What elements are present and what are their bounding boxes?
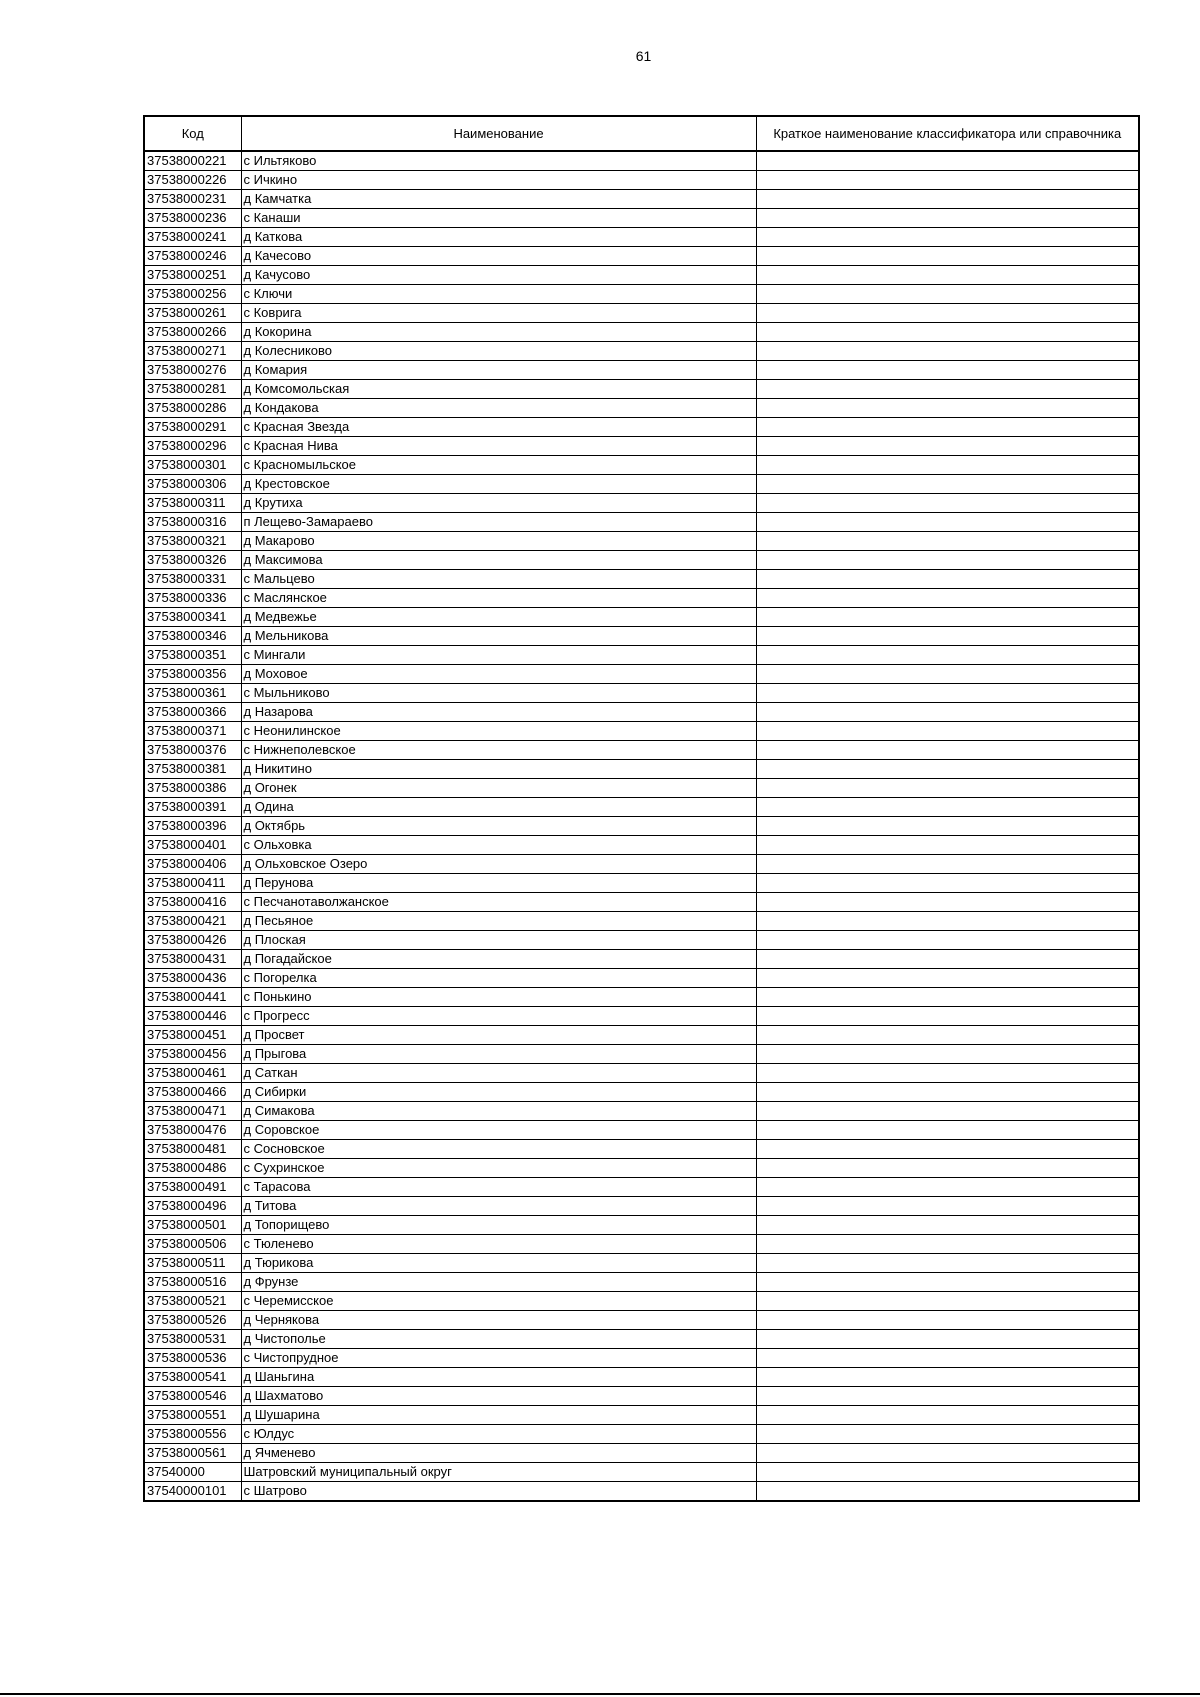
code-cell: 37538000526	[144, 1311, 241, 1330]
short-name-cell	[756, 190, 1139, 209]
code-cell: 37538000316	[144, 513, 241, 532]
name-cell: д Симакова	[241, 1102, 756, 1121]
name-cell: с Канаши	[241, 209, 756, 228]
name-cell: с Мыльниково	[241, 684, 756, 703]
table-row	[144, 646, 1139, 665]
name-cell: д Одина	[241, 798, 756, 817]
code-cell: 37538000466	[144, 1083, 241, 1102]
table-row	[144, 551, 1139, 570]
name-cell: с Сухринское	[241, 1159, 756, 1178]
short-name-cell	[756, 684, 1139, 703]
table-row	[144, 817, 1139, 836]
short-name-cell	[756, 171, 1139, 190]
table-row	[144, 304, 1139, 323]
code-cell: 37540000101	[144, 1482, 241, 1502]
table-row	[144, 1216, 1139, 1235]
code-cell: 37538000431	[144, 950, 241, 969]
short-name-cell	[756, 151, 1139, 171]
short-name-cell	[756, 1254, 1139, 1273]
table-row	[144, 1482, 1139, 1502]
short-name-cell	[756, 304, 1139, 323]
short-name-cell	[756, 418, 1139, 437]
code-cell: 37538000411	[144, 874, 241, 893]
name-cell: д Моховое	[241, 665, 756, 684]
page-number: 61	[635, 48, 652, 64]
table-row	[144, 1178, 1139, 1197]
code-cell: 37538000376	[144, 741, 241, 760]
table-row	[144, 1102, 1139, 1121]
table-row	[144, 969, 1139, 988]
code-cell: 37538000486	[144, 1159, 241, 1178]
table-row	[144, 1330, 1139, 1349]
short-name-cell	[756, 1159, 1139, 1178]
table-row	[144, 741, 1139, 760]
short-name-cell	[756, 1387, 1139, 1406]
name-cell: с Красная Нива	[241, 437, 756, 456]
code-cell: 37538000306	[144, 475, 241, 494]
table-row	[144, 893, 1139, 912]
code-cell: 37538000281	[144, 380, 241, 399]
short-name-cell	[756, 494, 1139, 513]
name-cell: д Просвет	[241, 1026, 756, 1045]
short-name-cell	[756, 779, 1139, 798]
table-row	[144, 285, 1139, 304]
code-cell: 37538000371	[144, 722, 241, 741]
code-cell: 37538000261	[144, 304, 241, 323]
code-cell: 37538000346	[144, 627, 241, 646]
name-cell: д Крутиха	[241, 494, 756, 513]
short-name-cell	[756, 380, 1139, 399]
name-cell: с Маслянское	[241, 589, 756, 608]
name-cell: д Макарово	[241, 532, 756, 551]
short-name-cell	[756, 1102, 1139, 1121]
table-row	[144, 912, 1139, 931]
name-cell: с Понькино	[241, 988, 756, 1007]
code-cell: 37540000	[144, 1463, 241, 1482]
name-cell: д Песьяное	[241, 912, 756, 931]
table-body	[144, 151, 1139, 1501]
code-cell: 37538000516	[144, 1273, 241, 1292]
name-cell: д Максимова	[241, 551, 756, 570]
table-row	[144, 1311, 1139, 1330]
name-cell: с Неонилинское	[241, 722, 756, 741]
short-name-cell	[756, 741, 1139, 760]
code-cell: 37538000251	[144, 266, 241, 285]
short-name-cell	[756, 912, 1139, 931]
name-cell: с Мингали	[241, 646, 756, 665]
code-cell: 37538000271	[144, 342, 241, 361]
code-cell: 37538000481	[144, 1140, 241, 1159]
table-row	[144, 380, 1139, 399]
short-name-cell	[756, 836, 1139, 855]
table-row	[144, 1159, 1139, 1178]
table-row	[144, 171, 1139, 190]
code-cell: 37538000531	[144, 1330, 241, 1349]
short-name-cell	[756, 988, 1139, 1007]
table-row	[144, 1045, 1139, 1064]
code-cell: 37538000401	[144, 836, 241, 855]
table-row	[144, 190, 1139, 209]
name-cell: с Ключи	[241, 285, 756, 304]
short-name-cell	[756, 1197, 1139, 1216]
code-cell: 37538000551	[144, 1406, 241, 1425]
code-cell: 37538000456	[144, 1045, 241, 1064]
table-row	[144, 1425, 1139, 1444]
code-cell: 37538000406	[144, 855, 241, 874]
name-cell: д Ячменево	[241, 1444, 756, 1463]
name-cell: с Песчанотаволжанское	[241, 893, 756, 912]
name-cell: д Огонек	[241, 779, 756, 798]
name-cell: с Сосновское	[241, 1140, 756, 1159]
short-name-cell	[756, 646, 1139, 665]
table-row	[144, 722, 1139, 741]
short-name-cell	[756, 361, 1139, 380]
code-cell: 37538000521	[144, 1292, 241, 1311]
short-name-cell	[756, 1064, 1139, 1083]
short-name-cell	[756, 1368, 1139, 1387]
table-row	[144, 418, 1139, 437]
name-cell: с Красная Звезда	[241, 418, 756, 437]
code-cell: 37538000256	[144, 285, 241, 304]
table-row	[144, 361, 1139, 380]
name-cell: д Комария	[241, 361, 756, 380]
short-name-cell	[756, 1273, 1139, 1292]
code-cell: 37538000536	[144, 1349, 241, 1368]
short-name-cell	[756, 570, 1139, 589]
table-row	[144, 798, 1139, 817]
name-cell: с Чистопрудное	[241, 1349, 756, 1368]
code-cell: 37538000421	[144, 912, 241, 931]
table-row	[144, 703, 1139, 722]
table-row	[144, 1273, 1139, 1292]
code-cell: 37538000226	[144, 171, 241, 190]
name-cell: д Сибирки	[241, 1083, 756, 1102]
table-row	[144, 1349, 1139, 1368]
short-name-cell	[756, 1292, 1139, 1311]
short-name-cell	[756, 1216, 1139, 1235]
name-cell: п Лещево-Замараево	[241, 513, 756, 532]
code-cell: 37538000276	[144, 361, 241, 380]
code-cell: 37538000511	[144, 1254, 241, 1273]
name-cell: д Никитино	[241, 760, 756, 779]
short-name-cell	[756, 931, 1139, 950]
code-cell: 37538000556	[144, 1425, 241, 1444]
short-name-cell	[756, 551, 1139, 570]
code-cell: 37538000241	[144, 228, 241, 247]
name-cell: д Кокорина	[241, 323, 756, 342]
code-cell: 37538000246	[144, 247, 241, 266]
name-cell: с Красномыльское	[241, 456, 756, 475]
short-name-cell	[756, 1045, 1139, 1064]
header-name: Наименование	[241, 116, 756, 151]
code-cell: 37538000416	[144, 893, 241, 912]
table-row	[144, 1368, 1139, 1387]
code-cell: 37538000461	[144, 1064, 241, 1083]
table-row	[144, 323, 1139, 342]
table-row	[144, 988, 1139, 1007]
table-row	[144, 1140, 1139, 1159]
short-name-cell	[756, 1178, 1139, 1197]
name-cell: с Погорелка	[241, 969, 756, 988]
name-cell: с Шатрово	[241, 1482, 756, 1502]
table-row	[144, 1026, 1139, 1045]
name-cell: д Крестовское	[241, 475, 756, 494]
code-cell: 37538000286	[144, 399, 241, 418]
name-cell: с Нижнеполевское	[241, 741, 756, 760]
table-row	[144, 151, 1139, 171]
name-cell: д Топорищево	[241, 1216, 756, 1235]
table-row	[144, 1444, 1139, 1463]
table-row	[144, 665, 1139, 684]
table-row	[144, 608, 1139, 627]
table-row	[144, 513, 1139, 532]
table-row	[144, 1254, 1139, 1273]
name-cell: д Назарова	[241, 703, 756, 722]
code-cell: 37538000436	[144, 969, 241, 988]
short-name-cell	[756, 855, 1139, 874]
table-row	[144, 627, 1139, 646]
short-name-cell	[756, 798, 1139, 817]
name-cell: д Каткова	[241, 228, 756, 247]
code-cell: 37538000496	[144, 1197, 241, 1216]
short-name-cell	[756, 1121, 1139, 1140]
short-name-cell	[756, 1463, 1139, 1482]
name-cell: д Мельникова	[241, 627, 756, 646]
code-cell: 37538000506	[144, 1235, 241, 1254]
table-row	[144, 532, 1139, 551]
code-cell: 37538000356	[144, 665, 241, 684]
code-cell: 37538000541	[144, 1368, 241, 1387]
short-name-cell	[756, 627, 1139, 646]
table-row	[144, 1292, 1139, 1311]
short-name-cell	[756, 874, 1139, 893]
short-name-cell	[756, 513, 1139, 532]
code-cell: 37538000321	[144, 532, 241, 551]
short-name-cell	[756, 1330, 1139, 1349]
code-cell: 37538000296	[144, 437, 241, 456]
table-row	[144, 570, 1139, 589]
short-name-cell	[756, 285, 1139, 304]
name-cell: с Черемисское	[241, 1292, 756, 1311]
code-cell: 37538000221	[144, 151, 241, 171]
page-bottom-rule	[0, 1693, 1200, 1695]
short-name-cell	[756, 1140, 1139, 1159]
code-cell: 37538000366	[144, 703, 241, 722]
name-cell: д Плоская	[241, 931, 756, 950]
code-cell: 37538000301	[144, 456, 241, 475]
code-cell: 37538000236	[144, 209, 241, 228]
name-cell: д Камчатка	[241, 190, 756, 209]
short-name-cell	[756, 703, 1139, 722]
name-cell: с Ольховка	[241, 836, 756, 855]
name-cell: д Ольховское Озеро	[241, 855, 756, 874]
name-cell: д Кондакова	[241, 399, 756, 418]
name-cell: с Прогресс	[241, 1007, 756, 1026]
table-row	[144, 342, 1139, 361]
name-cell: с Мальцево	[241, 570, 756, 589]
short-name-cell	[756, 1444, 1139, 1463]
code-cell: 37538000561	[144, 1444, 241, 1463]
code-cell: 37538000426	[144, 931, 241, 950]
name-cell: д Октябрь	[241, 817, 756, 836]
code-cell: 37538000396	[144, 817, 241, 836]
code-cell: 37538000351	[144, 646, 241, 665]
name-cell: с Тарасова	[241, 1178, 756, 1197]
name-cell: д Саткан	[241, 1064, 756, 1083]
short-name-cell	[756, 969, 1139, 988]
table-row	[144, 494, 1139, 513]
short-name-cell	[756, 760, 1139, 779]
table-row	[144, 247, 1139, 266]
name-cell: д Перунова	[241, 874, 756, 893]
table-header-row	[144, 116, 1139, 151]
name-cell: с Ичкино	[241, 171, 756, 190]
code-cell: 37538000501	[144, 1216, 241, 1235]
table-row	[144, 1007, 1139, 1026]
name-cell: д Колесниково	[241, 342, 756, 361]
short-name-cell	[756, 1406, 1139, 1425]
short-name-cell	[756, 1026, 1139, 1045]
short-name-cell	[756, 665, 1139, 684]
code-cell: 37538000341	[144, 608, 241, 627]
name-cell: д Шаньгина	[241, 1368, 756, 1387]
name-cell: д Качесово	[241, 247, 756, 266]
table-row	[144, 760, 1139, 779]
code-cell: 37538000331	[144, 570, 241, 589]
code-cell: 37538000291	[144, 418, 241, 437]
table-row	[144, 437, 1139, 456]
code-cell: 37538000381	[144, 760, 241, 779]
table-row	[144, 855, 1139, 874]
header-code: Код	[144, 116, 241, 151]
code-cell: 37538000266	[144, 323, 241, 342]
short-name-cell	[756, 323, 1139, 342]
code-cell: 37538000361	[144, 684, 241, 703]
short-name-cell	[756, 247, 1139, 266]
short-name-cell	[756, 1311, 1139, 1330]
code-cell: 37538000471	[144, 1102, 241, 1121]
name-cell: д Комсомольская	[241, 380, 756, 399]
table-row	[144, 589, 1139, 608]
code-cell: 37538000231	[144, 190, 241, 209]
short-name-cell	[756, 817, 1139, 836]
name-cell: д Погадайское	[241, 950, 756, 969]
code-cell: 37538000336	[144, 589, 241, 608]
table-row	[144, 874, 1139, 893]
classifier-table	[143, 115, 1140, 1502]
name-cell: с Тюленево	[241, 1235, 756, 1254]
name-cell: с Ильтяково	[241, 151, 756, 171]
short-name-cell	[756, 532, 1139, 551]
name-cell: д Медвежье	[241, 608, 756, 627]
table-row	[144, 456, 1139, 475]
short-name-cell	[756, 1482, 1139, 1502]
name-cell: д Качусово	[241, 266, 756, 285]
header-short-name: Краткое наименование классификатора или справочника	[756, 116, 1139, 151]
table-row	[144, 1406, 1139, 1425]
short-name-cell	[756, 342, 1139, 361]
code-cell: 37538000491	[144, 1178, 241, 1197]
short-name-cell	[756, 475, 1139, 494]
table-row	[144, 1235, 1139, 1254]
name-cell: д Чернякова	[241, 1311, 756, 1330]
table-row	[144, 1387, 1139, 1406]
short-name-cell	[756, 266, 1139, 285]
code-cell: 37538000546	[144, 1387, 241, 1406]
code-cell: 37538000391	[144, 798, 241, 817]
name-cell: д Фрунзе	[241, 1273, 756, 1292]
table-row	[144, 475, 1139, 494]
name-cell: д Соровское	[241, 1121, 756, 1140]
name-cell: Шатровский муниципальный округ	[241, 1463, 756, 1482]
table-row	[144, 1121, 1139, 1140]
short-name-cell	[756, 456, 1139, 475]
table-row	[144, 266, 1139, 285]
name-cell: с Коврига	[241, 304, 756, 323]
code-cell: 37538000326	[144, 551, 241, 570]
table-row	[144, 1064, 1139, 1083]
code-cell: 37538000386	[144, 779, 241, 798]
short-name-cell	[756, 437, 1139, 456]
name-cell: д Тюрикова	[241, 1254, 756, 1273]
short-name-cell	[756, 228, 1139, 247]
table-row	[144, 950, 1139, 969]
table-row	[144, 684, 1139, 703]
table-row	[144, 209, 1139, 228]
table-row	[144, 779, 1139, 798]
short-name-cell	[756, 209, 1139, 228]
name-cell: д Прыгова	[241, 1045, 756, 1064]
short-name-cell	[756, 1083, 1139, 1102]
short-name-cell	[756, 722, 1139, 741]
name-cell: д Шушарина	[241, 1406, 756, 1425]
short-name-cell	[756, 1007, 1139, 1026]
short-name-cell	[756, 589, 1139, 608]
table-row	[144, 228, 1139, 247]
table-row	[144, 1083, 1139, 1102]
name-cell: д Чистополье	[241, 1330, 756, 1349]
code-cell: 37538000451	[144, 1026, 241, 1045]
short-name-cell	[756, 399, 1139, 418]
short-name-cell	[756, 1425, 1139, 1444]
table-row	[144, 399, 1139, 418]
short-name-cell	[756, 950, 1139, 969]
table-row	[144, 836, 1139, 855]
short-name-cell	[756, 1349, 1139, 1368]
name-cell: д Титова	[241, 1197, 756, 1216]
short-name-cell	[756, 1235, 1139, 1254]
name-cell: с Юлдус	[241, 1425, 756, 1444]
code-cell: 37538000476	[144, 1121, 241, 1140]
short-name-cell	[756, 893, 1139, 912]
table-row	[144, 1463, 1139, 1482]
name-cell: д Шахматово	[241, 1387, 756, 1406]
code-cell: 37538000441	[144, 988, 241, 1007]
short-name-cell	[756, 608, 1139, 627]
code-cell: 37538000311	[144, 494, 241, 513]
table-row	[144, 931, 1139, 950]
table-row	[144, 1197, 1139, 1216]
code-cell: 37538000446	[144, 1007, 241, 1026]
